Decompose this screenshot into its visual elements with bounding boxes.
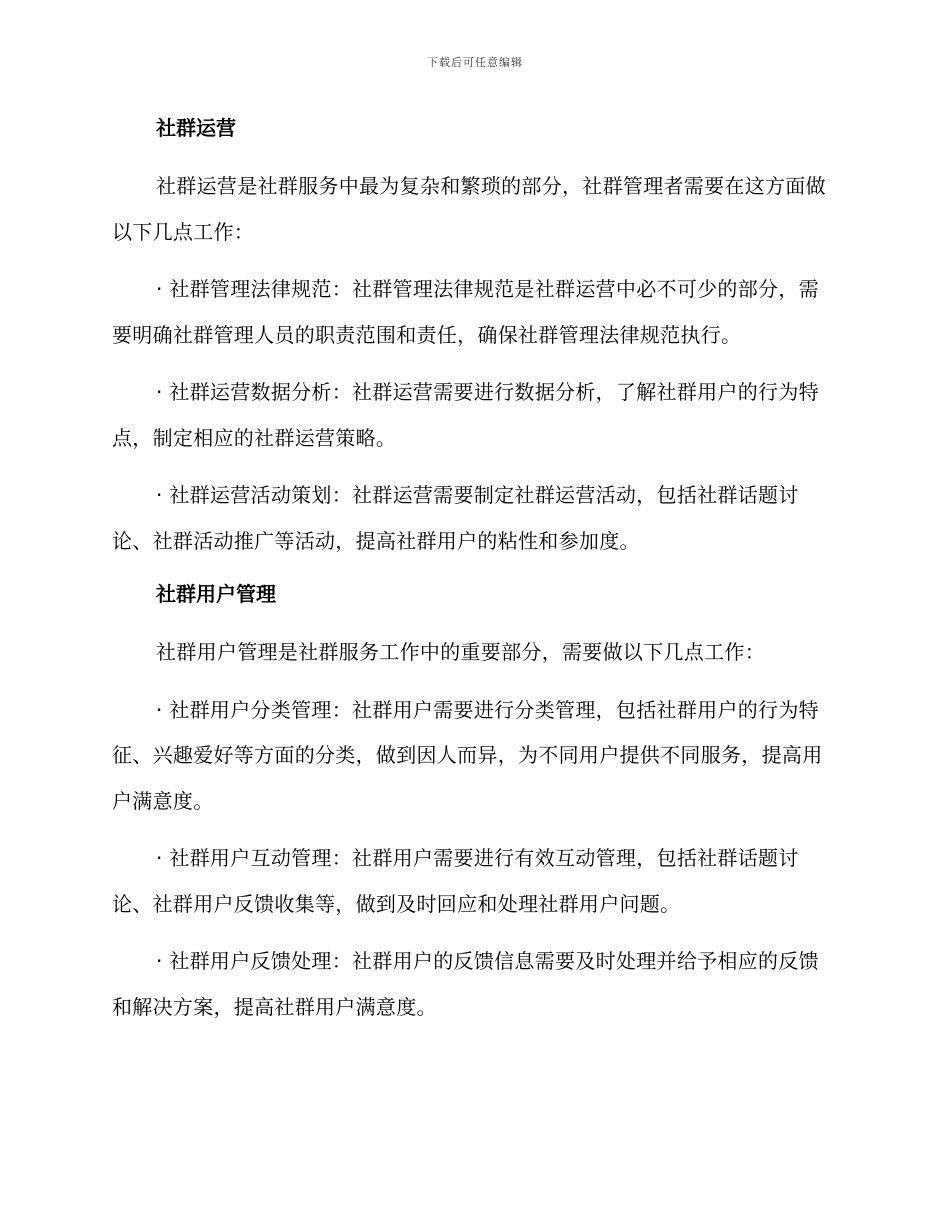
bullet-item: · 社群管理法律规范：社群管理法律规范是社群运营中必不可少的部分，需要明确社群管理人员的职责范围和责任，确保社群管理法律规范执行。 <box>112 277 819 347</box>
section-heading: 社群用户管理 <box>156 582 276 606</box>
section-intro: 社群运营是社群服务中最为复杂和繁琐的部分，社群管理者需要在这方面做以下几点工作： <box>112 174 826 244</box>
section-community-operations <box>112 108 832 564</box>
bullet-item: · 社群用户互动管理：社群用户需要进行有效互动管理，包括社群话题讨论、社群用户反馈收集等，做到及时回应和处理社群用户问题。 <box>112 846 799 916</box>
section-community-user-management <box>112 574 832 1030</box>
bullet-item: · 社群运营数据分析：社群运营需要进行数据分析，了解社群用户的行为特点，制定相应的社群运营策略。 <box>112 380 819 450</box>
section-heading: 社群运营 <box>156 116 236 140</box>
document-body <box>112 108 832 1030</box>
bullet-item: · 社群用户分类管理：社群用户需要进行分类管理，包括社群用户的行为特征、兴趣爱好等方面的分类，做到因人而异，为不同用户提供不同服务，提高用户满意度。 <box>112 697 823 813</box>
header-note: 下载后可任意编辑 <box>427 56 523 69</box>
bullet-item: · 社群用户反馈处理：社群用户的反馈信息需要及时处理并给予相应的反馈和解决方案，提高社群用户满意度。 <box>112 949 819 1019</box>
section-intro: 社群用户管理是社群服务工作中的重要部分，需要做以下几点工作： <box>156 640 765 664</box>
bullet-item: · 社群运营活动策划：社群运营需要制定社群运营活动，包括社群话题讨论、社群活动推广等活动，提高社群用户的粘性和参加度。 <box>112 483 799 553</box>
